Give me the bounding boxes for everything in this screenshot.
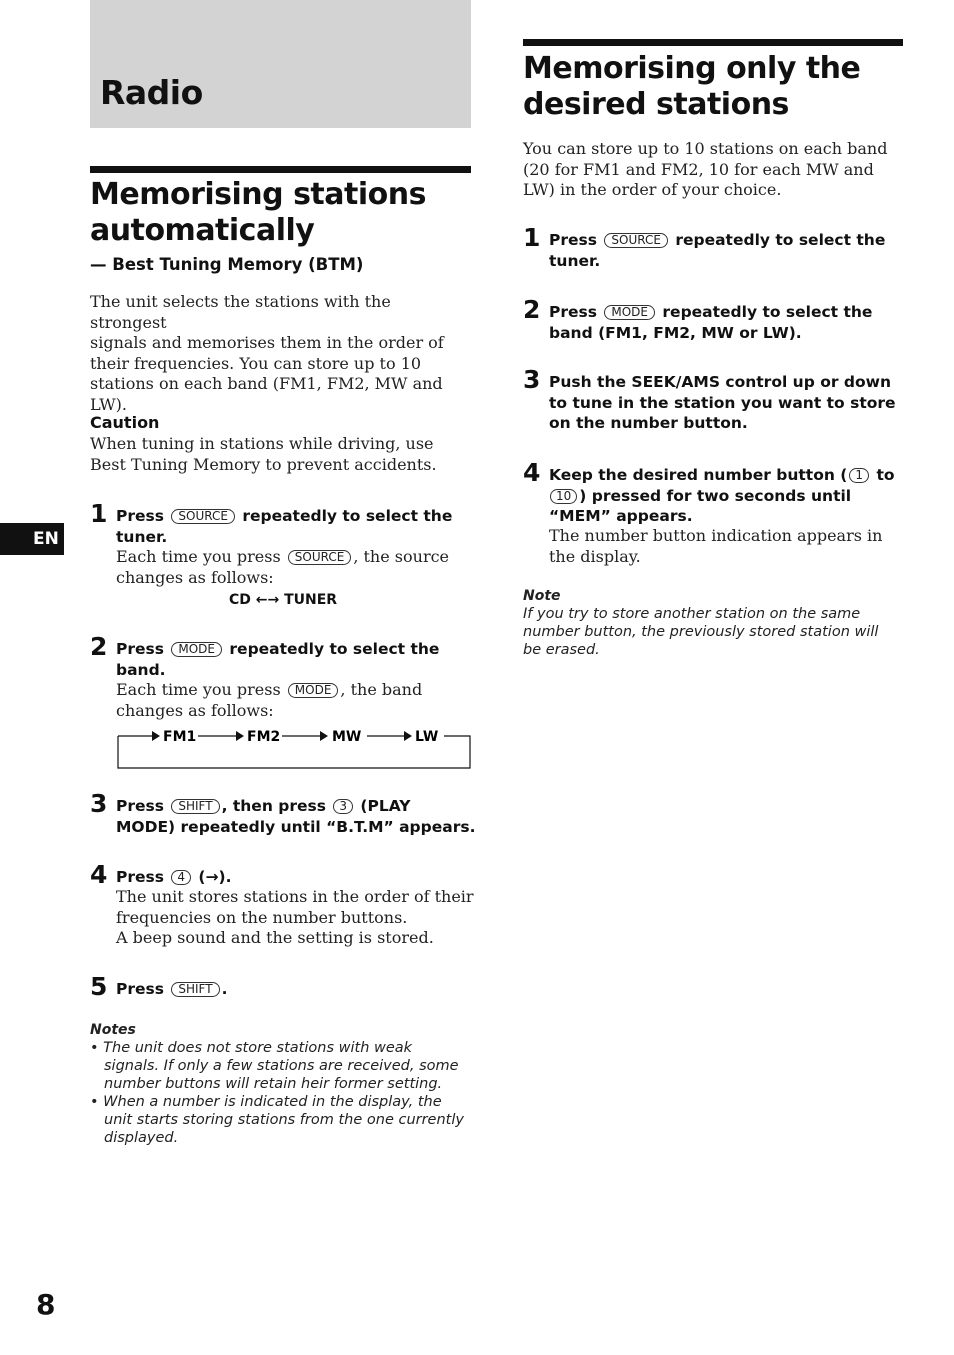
right-heading-line1: Memorising only the — [523, 51, 861, 86]
left-step2-instruction — [116, 639, 439, 680]
left-step4-number: 4 — [90, 860, 108, 889]
right-step4-number: 4 — [523, 458, 541, 487]
note-line: unit starts storing stations from the one currently — [104, 1112, 464, 1128]
left-step4-instruction — [116, 867, 231, 888]
right-intro-line: (20 for FM1 and FM2, 10 for each MW and — [523, 159, 874, 179]
caution-text — [90, 434, 437, 475]
band-lw-label: LW — [415, 729, 439, 745]
band-flow-diagram — [110, 722, 475, 772]
step-text: to — [876, 466, 895, 484]
note-line: signals. If only a few stations are received, some — [104, 1058, 459, 1074]
desc-text: changes as follows: — [116, 567, 274, 587]
right-step4-description — [549, 526, 882, 567]
left-heading-line2: automatically — [90, 213, 315, 248]
press-label: Press — [116, 980, 164, 998]
left-step1-number: 1 — [90, 499, 108, 528]
left-step2-number: 2 — [90, 632, 108, 661]
note-line: number buttons will retain heir former setting. — [104, 1076, 443, 1092]
right-note-title: Note — [523, 588, 561, 604]
left-step2-description — [116, 680, 422, 721]
left-intro — [90, 292, 470, 415]
caution-line: Best Tuning Memory to prevent accidents. — [90, 454, 437, 474]
step-text: (→). — [198, 868, 232, 886]
desc-text: A beep sound and the setting is stored. — [116, 928, 434, 947]
press-label: Press — [116, 640, 164, 658]
desc-text: frequencies on the number buttons. — [116, 907, 408, 927]
note-line: displayed. — [104, 1130, 179, 1146]
press-label: Press — [549, 231, 597, 249]
note-item — [90, 1093, 480, 1147]
desc-text: changes as follows: — [116, 700, 274, 720]
mode-key: MODE — [604, 305, 655, 320]
number-4-key: 4 — [171, 870, 191, 885]
left-subheading: — Best Tuning Memory (BTM) — [90, 255, 364, 274]
caution-line: When tuning in stations while driving, use — [90, 434, 434, 453]
desc-text: , the source — [353, 547, 450, 566]
band-fm2-label: FM2 — [247, 729, 281, 745]
right-intro-line: LW) in the order of your choice. — [523, 180, 782, 199]
press-label: Press — [116, 868, 164, 886]
right-note — [523, 605, 913, 659]
left-intro-line: The unit selects the stations with the strongest — [90, 292, 391, 332]
number-10-key: 10 — [550, 489, 577, 504]
left-intro-line: LW). — [90, 394, 128, 414]
step-text: MODE) repeatedly until “B.T.M” appears. — [116, 817, 476, 836]
right-heading-line2: desired stations — [523, 87, 789, 122]
language-tab-label: EN — [33, 529, 59, 549]
right-step1-number: 1 — [523, 223, 541, 252]
right-step2-number: 2 — [523, 295, 541, 324]
right-intro — [523, 139, 887, 201]
left-intro-line: their frequencies. You can store up to 10 — [90, 353, 422, 373]
step-text: . — [221, 980, 228, 998]
band-mw-label: MW — [332, 729, 362, 745]
right-heading-rule — [523, 39, 903, 46]
left-step1-instruction — [116, 506, 452, 547]
desc-text: The number button indication appears in — [549, 526, 883, 545]
mode-key: MODE — [288, 683, 339, 698]
number-3-key: 3 — [333, 799, 353, 814]
note-line: • The unit does not store stations with weak — [90, 1040, 413, 1056]
left-intro-line: stations on each band (FM1, FM2, MW and — [90, 374, 443, 393]
right-step1-instruction — [549, 230, 885, 271]
note-line: be erased. — [523, 642, 600, 658]
shift-key: SHIFT — [171, 982, 219, 997]
step-text: repeatedly to select the — [662, 303, 873, 321]
desc-text: The unit stores stations in the order of their — [116, 887, 474, 906]
mode-key: MODE — [171, 642, 222, 657]
caution-title: Caution — [90, 413, 160, 432]
step-text: tuner. — [116, 527, 168, 546]
source-key: SOURCE — [171, 509, 235, 524]
number-1-key: 1 — [849, 468, 869, 483]
step-text: repeatedly to select the — [242, 507, 453, 525]
note-line: If you try to store another station on the same — [523, 606, 861, 622]
step-text: repeatedly to select the — [675, 231, 886, 249]
left-notes — [90, 1039, 480, 1147]
note-item — [90, 1039, 480, 1093]
left-step5-number: 5 — [90, 972, 108, 1001]
left-step5-instruction — [116, 979, 227, 1000]
step-text: to tune in the station you want to store — [549, 393, 896, 412]
left-intro-line: signals and memorises them in the order of — [90, 333, 444, 352]
source-flow: CD ←→ TUNER — [229, 592, 338, 608]
right-step3-instruction — [549, 372, 896, 434]
note-line: • When a number is indicated in the display, the — [90, 1094, 442, 1110]
press-label: Press — [116, 507, 164, 525]
step-text: on the number button. — [549, 414, 748, 432]
left-step3-instruction — [116, 796, 476, 837]
shift-key: SHIFT — [171, 799, 219, 814]
right-step3-number: 3 — [523, 365, 541, 394]
step-text: (PLAY — [360, 797, 411, 815]
left-heading — [90, 177, 426, 249]
left-step4-description — [116, 887, 474, 949]
left-notes-title: Notes — [90, 1022, 136, 1038]
section-title: Radio — [100, 73, 203, 112]
step-text: Push the SEEK/AMS control up or down — [549, 373, 891, 391]
desc-text: Each time you press — [116, 547, 281, 566]
press-label: Press — [549, 303, 597, 321]
right-step4-instruction — [549, 465, 909, 527]
desc-text: the display. — [549, 546, 641, 566]
desc-text: , the band — [340, 680, 423, 699]
left-step1-description — [116, 547, 449, 588]
step-text: “MEM” appears. — [549, 507, 693, 525]
right-step2-instruction — [549, 302, 872, 343]
page-number: 8 — [36, 1288, 56, 1321]
left-heading-line1: Memorising stations — [90, 177, 426, 212]
note-line: number button, the previously stored station will — [523, 624, 879, 640]
step-text: ) pressed for two seconds until — [579, 486, 852, 505]
band-fm1-label: FM1 — [163, 729, 197, 745]
step-text: tuner. — [549, 251, 601, 270]
left-step3-number: 3 — [90, 789, 108, 818]
step-text: , then press — [221, 797, 326, 815]
right-heading — [523, 51, 860, 123]
source-key: SOURCE — [604, 233, 668, 248]
press-label: Press — [116, 797, 164, 815]
desc-text: Each time you press — [116, 680, 281, 699]
step-text: band. — [116, 660, 166, 679]
left-heading-rule — [90, 166, 471, 173]
step-text: band (FM1, FM2, MW or LW). — [549, 323, 802, 342]
step-text: Keep the desired number button ( — [549, 466, 848, 484]
step-text: repeatedly to select the — [229, 640, 440, 658]
right-intro-line: You can store up to 10 stations on each band — [523, 139, 888, 158]
source-key: SOURCE — [288, 550, 352, 565]
